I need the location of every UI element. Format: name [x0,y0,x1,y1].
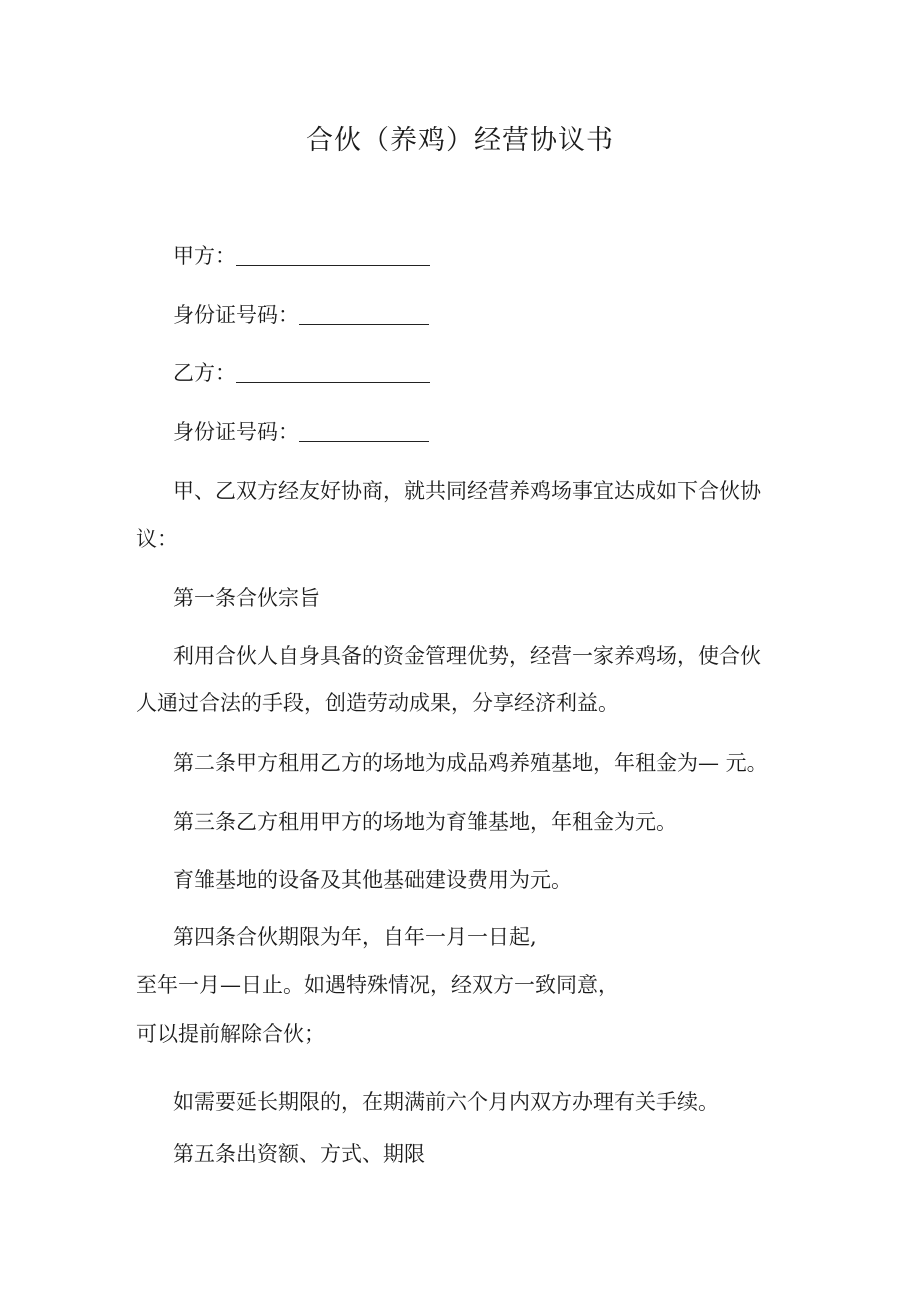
party-b-id-blank[interactable] [299,421,429,442]
article-4-line1: 第四条合伙期限为年，自年一月一日起, [173,925,537,949]
party-a-id-blank[interactable] [299,304,429,325]
party-b-label: 乙方： [173,361,236,385]
article-2: 第二条甲方租用乙方的场地为成品鸡养殖基地，年租金为— 元。 [173,751,768,775]
intro-paragraph-line2: 议： [136,527,178,551]
party-b-blank[interactable] [236,362,430,383]
party-b-row [173,360,430,386]
party-b-id-label: 身份证号码： [173,420,299,444]
article-5-heading: 第五条出资额、方式、期限 [173,1142,425,1166]
article-4-line3: 可以提前解除合伙； [136,1022,325,1046]
article-4-extension: 如需要延长期限的，在期满前六个月内双方办理有关手续。 [173,1090,719,1114]
article-3: 第三条乙方租用甲方的场地为育雏基地，年租金为元。 [173,810,677,834]
party-a-label: 甲方： [173,244,236,268]
party-a-id-row [173,302,429,328]
article-4-line2: 至年一月—日止。如遇特殊情况，经双方一致同意， [136,973,619,997]
article-1-heading: 第一条合伙宗旨 [173,586,320,610]
party-a-id-label: 身份证号码： [173,303,299,327]
party-a-blank[interactable] [236,245,430,266]
article-1-line2: 人通过合法的手段，创造劳动成果，分享经济利益。 [136,691,619,715]
party-b-id-row [173,419,429,445]
party-a-row [173,243,430,269]
intro-paragraph-line1: 甲、乙双方经友好协商，就共同经营养鸡场事宜达成如下合伙协 [173,479,761,503]
article-3-sub: 育雏基地的设备及其他基础建设费用为元。 [173,868,572,892]
article-1-line1: 利用合伙人自身具备的资金管理优势，经营一家养鸡场，使合伙 [173,644,761,668]
document-title: 合伙（养鸡）经营协议书 [306,125,614,156]
